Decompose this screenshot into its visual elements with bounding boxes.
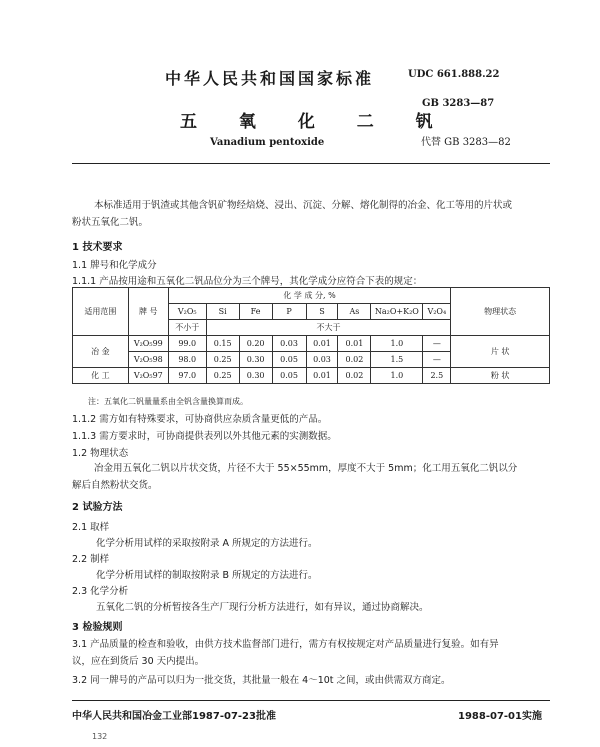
grade-cell: V₂O₅99 xyxy=(128,336,168,352)
table-note: 注：五氧化二钒量量系由全钒含量换算而成。 xyxy=(88,397,248,406)
section-1-1-1: 1.1.1 产品按用途和五氧化二钒品位分为三个牌号，其化学成分应符合下表的规定： xyxy=(72,276,423,287)
udc-number: UDC 661.888.22 xyxy=(408,69,500,80)
element-header: Na₂O+K₂O xyxy=(371,304,423,320)
value-cell: 0.03 xyxy=(306,352,338,368)
value-cell: 0.25 xyxy=(206,368,239,384)
section-2-3-text: 五氧化二钒的分析暂按各生产厂现行分析方法进行，如有异议，通过协商解决。 xyxy=(96,602,429,613)
value-cell: 0.02 xyxy=(338,352,371,368)
min-label: 不小于 xyxy=(168,320,206,336)
composition-table xyxy=(72,287,550,384)
value-cell: 0.25 xyxy=(206,352,239,368)
intro-paragraph xyxy=(72,197,550,231)
footer-divider xyxy=(72,700,550,701)
value-cell: 0.01 xyxy=(306,368,338,384)
value-cell: 0.30 xyxy=(239,368,272,384)
physical-state-line-1: 冶金用五氧化二钒以片状交货，片径不大于 55×55mm，厚度不大于 5mm；化工用五氧化二钒以分 xyxy=(94,463,518,474)
value-cell: 1.0 xyxy=(371,368,423,384)
intro-line-2: 粉状五氧化二钒。 xyxy=(72,217,149,228)
value-cell: 0.30 xyxy=(239,352,272,368)
use-metallurgy: 冶 金 xyxy=(73,336,129,368)
grade-cell: V₂O₅98 xyxy=(128,352,168,368)
issuer-title: 中华人民共和国国家标准 xyxy=(165,69,375,88)
grade-cell: V₂O₅97 xyxy=(128,368,168,384)
physical-state-line-2: 解后自然粉状交货。 xyxy=(72,480,158,491)
section-2-heading: 2 试验方法 xyxy=(72,502,123,513)
element-header: V₂O₄ xyxy=(423,304,451,320)
element-header: As xyxy=(338,304,371,320)
element-header: V₂O₅ xyxy=(168,304,206,320)
effective-date: 1988-07-01实施 xyxy=(458,711,542,722)
section-2-1-text: 化学分析用试样的采取按附录 A 所规定的方法进行。 xyxy=(96,538,318,549)
section-3-1-paragraph xyxy=(72,636,550,670)
value-cell: 0.05 xyxy=(272,352,306,368)
section-1-heading: 1 技术要求 xyxy=(72,242,123,253)
value-cell: — xyxy=(423,352,451,368)
section-2-2-text: 化学分析用试样的制取按附录 B 所规定的方法进行。 xyxy=(96,570,318,581)
gb-number: GB 3283—87 xyxy=(422,98,495,109)
value-cell: 0.01 xyxy=(338,336,371,352)
value-cell: — xyxy=(423,336,451,352)
approval-line: 中华人民共和国冶金工业部1987-07-23批准 xyxy=(72,711,276,722)
intro-line-1: 本标准适用于钒渣或其他含钒矿物经焙烧、浸出、沉淀、分解、熔化制得的冶金、化工等用的片状或 xyxy=(94,200,513,211)
section-1-1-3: 1.1.3 需方要求时，可协商提供表列以外其他元素的实测数据。 xyxy=(72,431,337,442)
value-cell: 0.01 xyxy=(306,336,338,352)
col-header-grade: 牌 号 xyxy=(128,288,168,336)
element-header: Fe xyxy=(239,304,272,320)
section-3-heading: 3 检验规则 xyxy=(72,622,123,633)
section-2-3: 2.3 化学分析 xyxy=(72,586,129,597)
element-header: S xyxy=(306,304,338,320)
section-1-2: 1.2 物理状态 xyxy=(72,448,129,459)
value-cell: 2.5 xyxy=(423,368,451,384)
section-2-2: 2.2 制样 xyxy=(72,554,110,565)
col-header-physical-state: 物理状态 xyxy=(451,288,550,336)
value-cell: 98.0 xyxy=(168,352,206,368)
section-2-1: 2.1 取样 xyxy=(72,522,110,533)
max-label: 不大于 xyxy=(206,320,451,336)
table-row xyxy=(73,368,550,384)
element-header: Si xyxy=(206,304,239,320)
value-cell: 0.02 xyxy=(338,368,371,384)
section-3-1-line-2: 议，应在到货后 30 天内提出。 xyxy=(72,656,205,667)
standard-title: 五 氧 化 二 钒 xyxy=(180,112,451,132)
header-divider xyxy=(72,163,550,164)
value-cell: 1.0 xyxy=(371,336,423,352)
value-cell: 0.05 xyxy=(272,368,306,384)
col-header-composition: 化 学 成 分, % xyxy=(168,288,451,304)
section-3-2: 3.2 同一牌号的产品可以归为一批交货，其批量一般在 4～10t 之间，或由供需双方商定。 xyxy=(72,675,451,686)
section-3-1-line-1: 3.1 产品质量的检查和验收，由供方技术监督部门进行，需方有权按规定对产品质量进行复验。如有异 xyxy=(72,639,499,650)
value-cell: 0.20 xyxy=(239,336,272,352)
section-1-1: 1.1 牌号和化学成分 xyxy=(72,260,157,271)
value-cell: 0.03 xyxy=(272,336,306,352)
value-cell: 99.0 xyxy=(168,336,206,352)
physical-state-powder: 粉 状 xyxy=(451,368,550,384)
table-row xyxy=(73,336,550,352)
replaces-note: 代替 GB 3283—82 xyxy=(421,137,511,148)
english-title: Vanadium pentoxide xyxy=(210,137,325,148)
value-cell: 97.0 xyxy=(168,368,206,384)
value-cell: 0.15 xyxy=(206,336,239,352)
use-chemical: 化 工 xyxy=(73,368,129,384)
value-cell: 1.5 xyxy=(371,352,423,368)
section-1-1-2: 1.1.2 需方如有特殊要求，可协商供应杂质含量更低的产品。 xyxy=(72,414,328,425)
page-number: 132 xyxy=(92,732,108,741)
physical-state-paragraph xyxy=(72,460,550,494)
physical-state-flake: 片 状 xyxy=(451,336,550,368)
element-header: P xyxy=(272,304,306,320)
col-header-use: 适用范围 xyxy=(73,288,129,336)
